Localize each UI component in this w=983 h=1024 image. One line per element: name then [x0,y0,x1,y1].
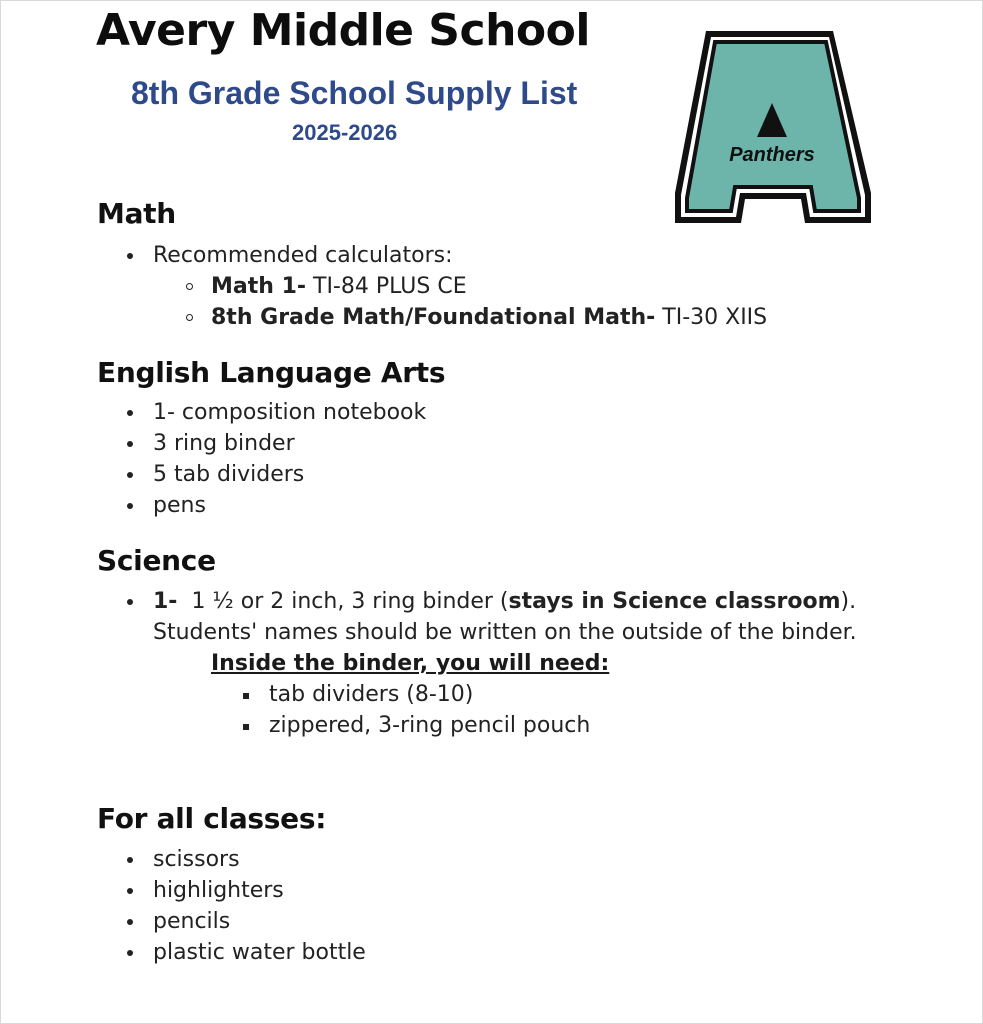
list-item: zippered, 3-ring pencil pouch [269,710,590,741]
calculator-model: TI-30 XIIS [655,305,768,330]
list-item: tab dividers (8-10) [269,679,590,710]
binder-description: 1 ½ or 2 inch, 3 ring binder ( [177,589,509,614]
list-item: 1- composition notebook [153,397,426,428]
calculator-course: Math 1- [211,274,307,299]
all-classes-heading: For all classes: [97,802,327,835]
inside-binder-list [269,679,590,741]
ela-heading: English Language Arts [97,356,446,389]
list-item: highlighters [153,875,366,906]
all-classes-list [153,844,366,968]
binder-note: stays in Science classroom [508,589,841,614]
school-year: 2025-2026 [292,120,398,145]
math-heading: Math [97,197,176,230]
science-list [153,586,857,648]
school-name: Avery Middle School [96,5,590,56]
binder-end: ). [840,589,857,614]
binder-quantity: 1- [153,589,178,614]
list-item [211,302,767,333]
calculator-list [211,271,767,333]
list-item: pens [153,490,426,521]
list-item [211,271,767,302]
math-list [153,240,453,271]
science-heading: Science [97,544,216,577]
panthers-logo [673,29,871,225]
ela-list [153,397,426,521]
inside-binder-label: Inside the binder, you will need: [211,651,610,676]
list-item: 3 ring binder [153,428,426,459]
list-item: scissors [153,844,366,875]
logo-mascot-text: Panthers [729,144,815,166]
list-item [153,586,857,617]
calculator-course: 8th Grade Math/Foundational Math- [211,305,656,330]
calculator-model: TI-84 PLUS CE [306,274,467,299]
list-item: plastic water bottle [153,937,366,968]
list-item: pencils [153,906,366,937]
binder-instruction: Students' names should be written on the outside of the binder. [153,620,857,645]
list-item: 5 tab dividers [153,459,426,490]
list-item: Recommended calculators: [153,240,453,271]
supply-list-title: 8th Grade School Supply List [131,75,578,111]
